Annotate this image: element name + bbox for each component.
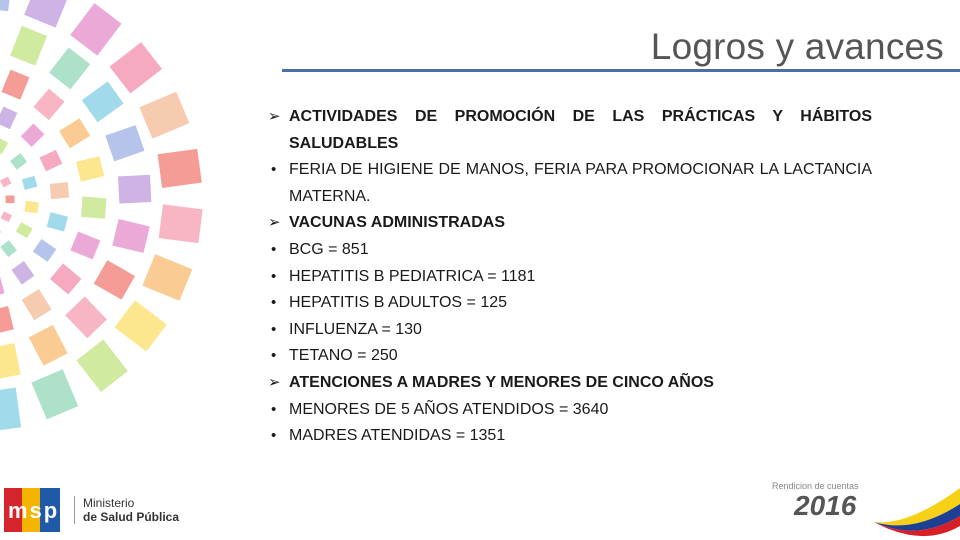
section-heading: ATENCIONES A MADRES Y MENORES DE CINCO AÑOS	[289, 373, 714, 391]
list-item	[268, 264, 872, 291]
rosette-tile	[6, 196, 15, 204]
rosette-tile	[49, 47, 90, 89]
arrow-bullet-icon: ➢	[268, 214, 281, 232]
rosette-tile	[33, 89, 64, 120]
rosette-tile	[81, 197, 106, 219]
dot-bullet-icon: •	[271, 267, 277, 285]
ministry-name	[74, 496, 179, 524]
list-item	[268, 343, 872, 370]
rosette-tile	[10, 153, 27, 170]
rosette-tile	[22, 289, 52, 320]
rosette-tile	[0, 137, 8, 154]
rosette-tile	[0, 343, 21, 380]
rosette-tile	[0, 306, 14, 334]
report-logo	[768, 478, 960, 540]
rosette-tile	[1, 211, 12, 222]
ministry-name-line2: de Salud Pública	[83, 510, 180, 524]
rosette-tile	[40, 150, 63, 171]
report-label: Rendicion de cuentas	[772, 481, 859, 491]
rosette-tile	[50, 182, 69, 199]
rosette-tile	[0, 240, 17, 257]
rosette-tile	[1, 70, 29, 100]
ministry-name-line1: Ministerio	[83, 496, 135, 510]
msp-logo-letters: msp	[8, 498, 60, 523]
rosette-tile	[76, 340, 127, 392]
dot-bullet-icon: •	[271, 240, 277, 258]
title-underline	[282, 69, 960, 72]
rosette-tile	[159, 204, 203, 243]
rosette-tile	[139, 92, 189, 139]
rosette-tile	[24, 201, 38, 214]
content-list	[268, 104, 872, 450]
bullet-text: INFLUENZA = 130	[289, 320, 422, 338]
rosette-tile	[70, 231, 100, 259]
list-item	[268, 370, 872, 397]
rosette-tile	[105, 125, 144, 161]
rosette-tile	[0, 225, 1, 237]
rosette-tile	[11, 261, 34, 285]
decorative-color-rosette	[0, 0, 300, 470]
rosette-tile	[33, 239, 57, 262]
dot-bullet-icon: •	[271, 400, 277, 418]
list-item	[268, 290, 872, 317]
rosette-tile	[0, 276, 5, 297]
rosette-tile	[82, 81, 124, 122]
rosette-tile	[65, 296, 107, 338]
arrow-bullet-icon: ➢	[268, 108, 281, 125]
rosette-tile	[114, 300, 166, 351]
bullet-text: HEPATITIS B ADULTOS = 125	[289, 294, 508, 312]
arrow-bullet-icon: ➢	[268, 373, 281, 391]
report-year: 2016	[794, 490, 857, 521]
rosette-tile	[118, 175, 151, 204]
bullet-text: MADRES ATENDIDAS = 1351	[289, 427, 506, 445]
flag-swoosh-icon	[868, 482, 960, 540]
dot-bullet-icon: •	[271, 347, 277, 365]
rosette-tile	[24, 0, 71, 28]
rosette-tile	[21, 123, 45, 147]
rosette-tile	[158, 149, 202, 188]
rosette-tile	[76, 156, 104, 182]
dot-bullet-icon: •	[271, 294, 277, 312]
rosette-tile	[110, 42, 162, 93]
bullet-text: FERIA DE HIGIENE DE MANOS, FERIA PARA PROMOCIONAR LA LACTANCIA MATERNA.	[289, 161, 872, 205]
bullet-text: MENORES DE 5 AÑOS ATENDIDOS = 3640	[289, 400, 609, 418]
dot-bullet-icon: •	[271, 161, 277, 179]
list-item	[268, 423, 872, 450]
rosette-tile	[94, 260, 135, 300]
rosette-tile	[31, 369, 78, 419]
rosette-tile	[0, 388, 21, 432]
rosette-tile	[29, 325, 68, 366]
rosette-tile	[50, 263, 81, 294]
rosette-tile	[0, 0, 13, 11]
rosette-tile	[22, 176, 37, 190]
list-item	[268, 397, 872, 424]
rosette-tile	[10, 26, 47, 66]
page-title: Logros y avances	[650, 26, 944, 67]
rosette-tile	[0, 106, 17, 129]
list-item	[268, 104, 872, 157]
list-item	[268, 237, 872, 264]
rosette-tile	[0, 177, 11, 188]
section-heading: VACUNAS ADMINISTRADAS	[289, 214, 505, 232]
section-heading: ACTIVIDADES DE PROMOCIÓN DE LAS PRÁCTICAS Y HÁBITOS SALUDABLES	[289, 108, 872, 152]
ministry-logo	[4, 486, 179, 534]
bullet-text: HEPATITIS B PEDIATRICA = 1181	[289, 267, 536, 285]
list-item	[268, 210, 872, 237]
list-item	[268, 317, 872, 344]
bullet-text: TETANO = 250	[289, 347, 398, 365]
rosette-tile	[16, 222, 33, 238]
dot-bullet-icon: •	[271, 427, 277, 445]
list-item	[268, 157, 872, 210]
rosette-tile	[59, 118, 90, 148]
rosette-tile	[112, 219, 149, 253]
rosette-tile	[47, 212, 68, 231]
rosette-tile	[70, 3, 121, 55]
rosette-tile	[142, 254, 192, 301]
bullet-text: BCG = 851	[289, 240, 369, 258]
dot-bullet-icon: •	[271, 320, 277, 338]
